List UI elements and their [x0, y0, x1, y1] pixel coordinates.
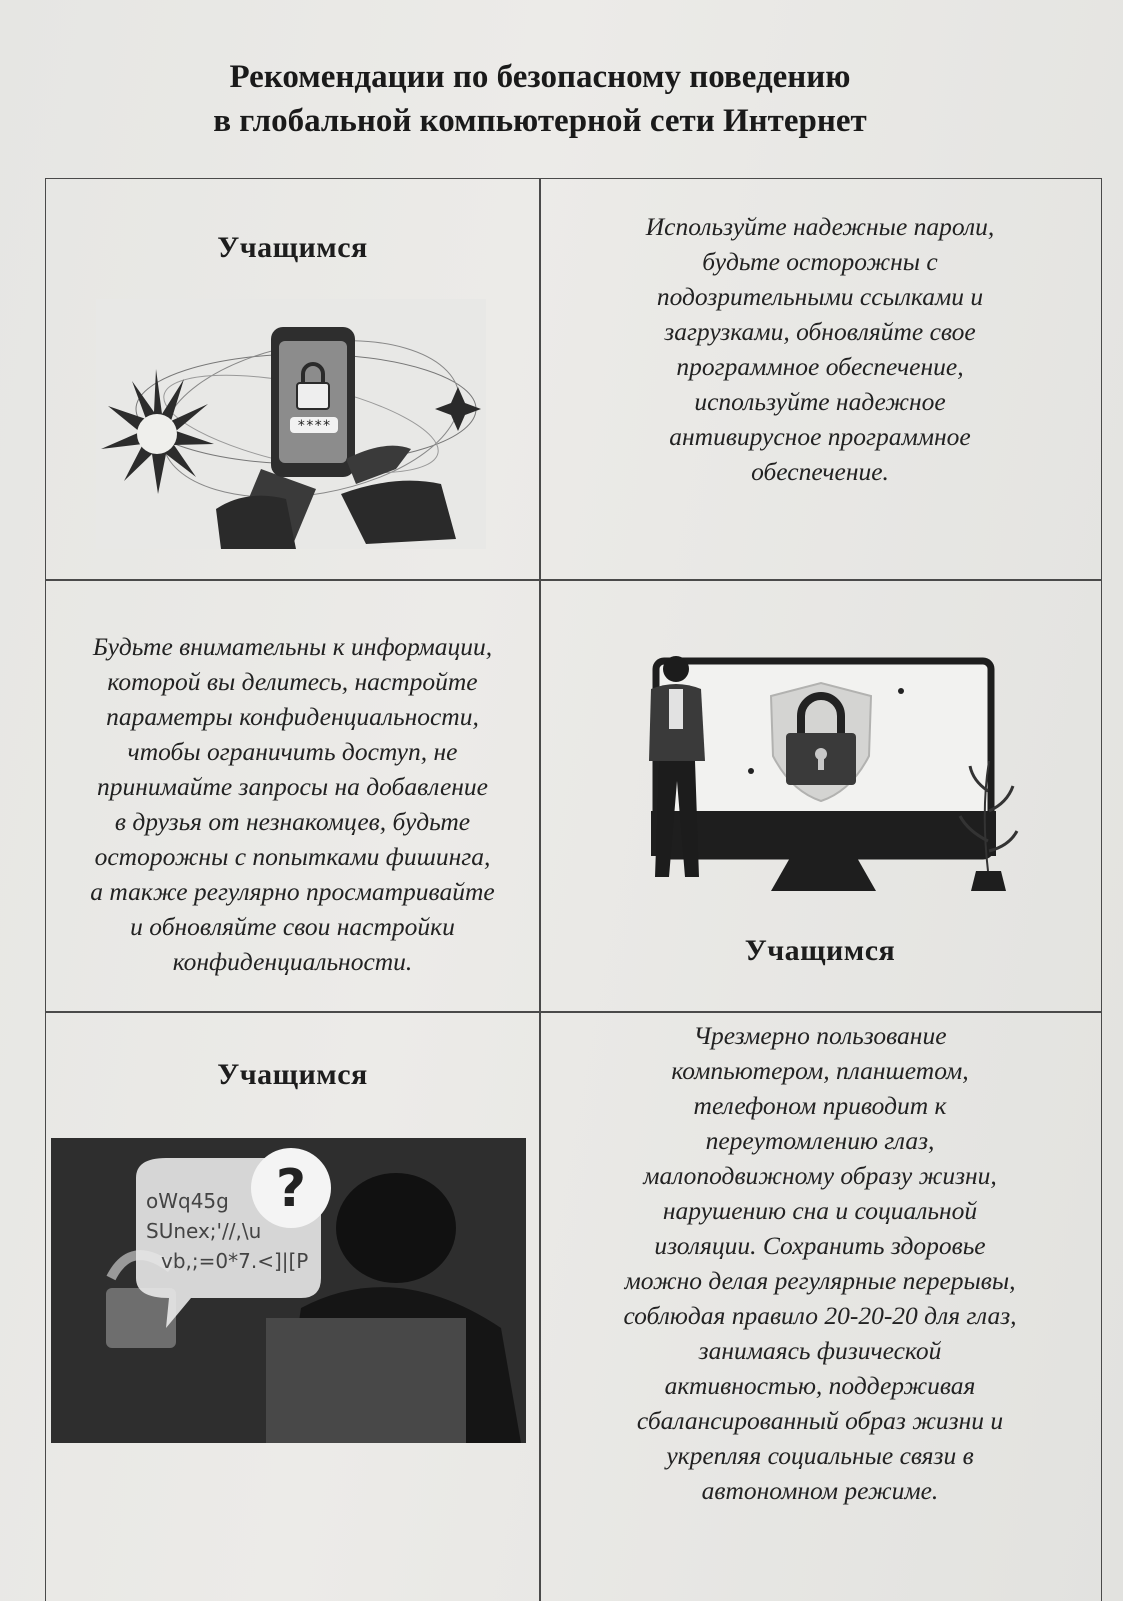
cell-privacy-text: [46, 581, 539, 1011]
title-line-2: в глобальной компьютерной сети Интернет: [213, 103, 867, 139]
cell-students-passwords: [46, 179, 539, 579]
recommendation-text-passwords: Используйте надежные пароли, будьте осторожны с подозрительными ссылками и загрузками, обновляйте свое программное обеспечение, используйте надежное антивирусное программное обеспечение.: [645, 212, 995, 486]
code-line-3: vb,;=0*7.<]|[P: [161, 1249, 309, 1273]
title-line-1: Рекомендации по безопасному поведению: [229, 59, 851, 95]
cell-students-health: [46, 1013, 539, 1601]
question-mark-icon: ?: [275, 1159, 307, 1219]
cell-heading: Учащимся: [217, 1058, 368, 1091]
cell-heading: Учащимся: [744, 934, 896, 967]
cell-passwords-text: [541, 179, 1099, 579]
hacker-photo: [51, 1138, 526, 1443]
recommendation-table: [45, 178, 1102, 1601]
cell-health-text: [541, 1013, 1099, 1601]
cell-heading: Учащимся: [217, 231, 368, 264]
cell-students-privacy: [541, 581, 1099, 1011]
code-line-1: oWq45g: [146, 1189, 229, 1213]
phone-lock-illustration: [96, 299, 486, 549]
monitor-padlock-illustration: [621, 641, 1041, 901]
phone-icon: [271, 327, 355, 477]
recommendation-text-health: Чрезмерно пользование компьютером, планшетом, телефоном приводит к переутомлению глаз, малоподвижному образу жизни, нарушению сна и социальной изоляции. Сохранить здоровье можно делая регулярные перерывы, соблюдая правило 20-20-20 для глаз, занимаясь физической активностью, поддерживая сбалансированный образ жизни и укрепляя социальные связи в автономном режиме.: [623, 1021, 1017, 1505]
code-line-2: SUnex;'//,\u: [146, 1219, 262, 1243]
recommendation-text-privacy: Будьте внимательны к информации, которой вы делитесь, настройте параметры конфиденциальности, чтобы ограничить доступ, не принимайте запросы на добавление в друзья от незнакомцев, будьте осторожны с попытками фишинга, а также регулярно просматривайте и обновляйте свои настройки конфиденциальности.: [90, 632, 495, 976]
document-title: [110, 55, 970, 143]
phone-password-mask: ****: [297, 418, 331, 434]
